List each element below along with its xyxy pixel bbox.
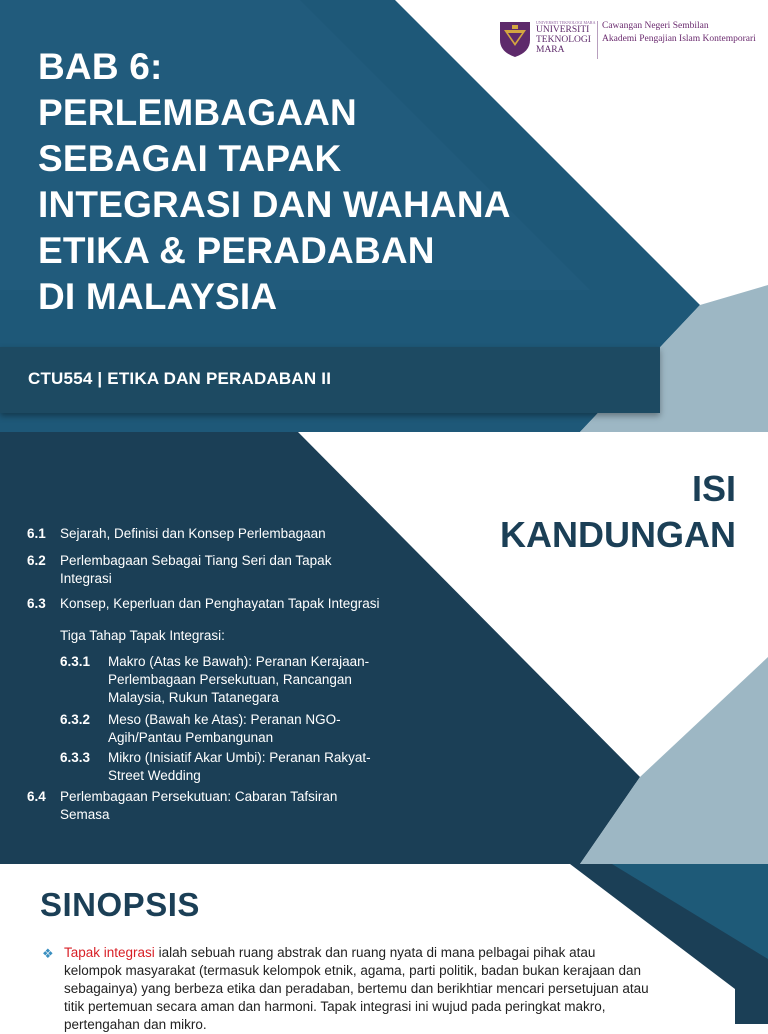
logo-wordmark-line: MARA — [536, 45, 565, 55]
toc-item-number: 6.3.2 — [60, 712, 91, 727]
title-line: SEBAGAI TAPAK — [38, 138, 342, 179]
toc-item-number: 6.3 — [27, 596, 46, 611]
title-line: PERLEMBAGAAN — [38, 92, 357, 133]
toc-item-text: Malaysia, Rukun Tatanegara — [108, 690, 279, 705]
synopsis-paragraph — [64, 944, 716, 1034]
logo-wordmark-tiny: UNIVERSITI TEKNOLOGI MARA — [536, 20, 596, 25]
uitm-logo — [498, 18, 756, 62]
title-line: BAB 6: — [38, 46, 163, 87]
contents-slide — [0, 432, 768, 864]
toc-item-number: 6.2 — [27, 553, 46, 568]
contents-heading — [400, 466, 736, 558]
contents-heading-line: KANDUNGAN — [500, 514, 736, 555]
toc-item-number: 6.3.1 — [60, 654, 91, 669]
synopsis-slide — [0, 864, 768, 1032]
toc-item-number: 6.1 — [27, 526, 46, 541]
toc-item-text: Perlembagaan Persekutuan: Cabaran Tafsiran — [60, 789, 338, 804]
diamond-bullet-icon: ❖ — [42, 946, 54, 961]
toc-item-text: Konsep, Keperluan dan Penghayatan Tapak Integrasi — [60, 596, 380, 611]
title-line: DI MALAYSIA — [38, 276, 278, 317]
toc-item-text: Meso (Bawah ke Atas): Peranan NGO- — [108, 712, 341, 727]
title-slide — [0, 0, 768, 432]
synopsis-line: titik pertemuan secara aman dan harmoni. Tapak integrasi ini wujud pada peringkat makro, — [64, 999, 606, 1014]
toc-item-text: Semasa — [60, 807, 110, 822]
toc-item-text: Agih/Pantau Pembangunan — [108, 730, 274, 745]
synopsis-key-term: Tapak integrasi — [64, 945, 155, 960]
toc-item-number: 6.3.3 — [60, 750, 91, 765]
toc-item-text: Sejarah, Definisi dan Konsep Perlembagaan — [60, 526, 326, 541]
toc-item-number: 6.4 — [27, 789, 46, 804]
course-code: CTU554 | ETIKA DAN PERADABAN II — [28, 369, 332, 388]
title-line: INTEGRASI DAN WAHANA — [38, 184, 511, 225]
logo-wordmark — [536, 20, 594, 55]
synopsis-first-line — [64, 944, 716, 962]
contents-heading-line: ISI — [691, 468, 736, 509]
synopsis-line: sebagainya) yang berbeza etika dan peradaban, bertemu dan berikhtiar mencari persetujuan atau — [64, 981, 649, 996]
synopsis-text: ialah sebuah ruang abstrak dan ruang nyata di mana pelbagai pihak atau — [158, 945, 596, 960]
toc-item-text: Mikro (Inisiatif Akar Umbi): Peranan Rakyat- — [108, 750, 371, 765]
toc-item-text: Integrasi — [60, 571, 112, 586]
toc-item-text: Street Wedding — [108, 768, 201, 783]
logo-divider — [597, 21, 598, 59]
toc-subheading-text: Tiga Tahap Tapak Integrasi: — [60, 628, 225, 643]
slide-title — [38, 44, 558, 320]
synopsis-line: kelompok masyarakat (termasuk kelompok etnik, agama, parti politik, badan bukan kerajaan dan — [64, 963, 642, 978]
crest-icon — [498, 20, 532, 58]
synopsis-heading: SINOPSIS — [40, 886, 200, 923]
logo-wordmark-line: TEKNOLOGI — [536, 35, 591, 45]
toc-item-text: Perlembagaan Sebagai Tiang Seri dan Tapak — [60, 553, 332, 568]
synopsis-line: pertengahan dan mikro. — [64, 1017, 207, 1032]
logo-campus-name: Cawangan Negeri Sembilan — [602, 21, 709, 31]
logo-academy-name: Akademi Pengajian Islam Kontemporari — [602, 34, 756, 44]
logo-wordmark-line: UNIVERSITI — [536, 25, 590, 35]
toc-item-text: Perlembagaan Persekutuan, Rancangan — [108, 672, 352, 687]
toc-item-text: Makro (Atas ke Bawah): Peranan Kerajaan- — [108, 654, 370, 669]
title-line: ETIKA & PERADABAN — [38, 230, 435, 271]
